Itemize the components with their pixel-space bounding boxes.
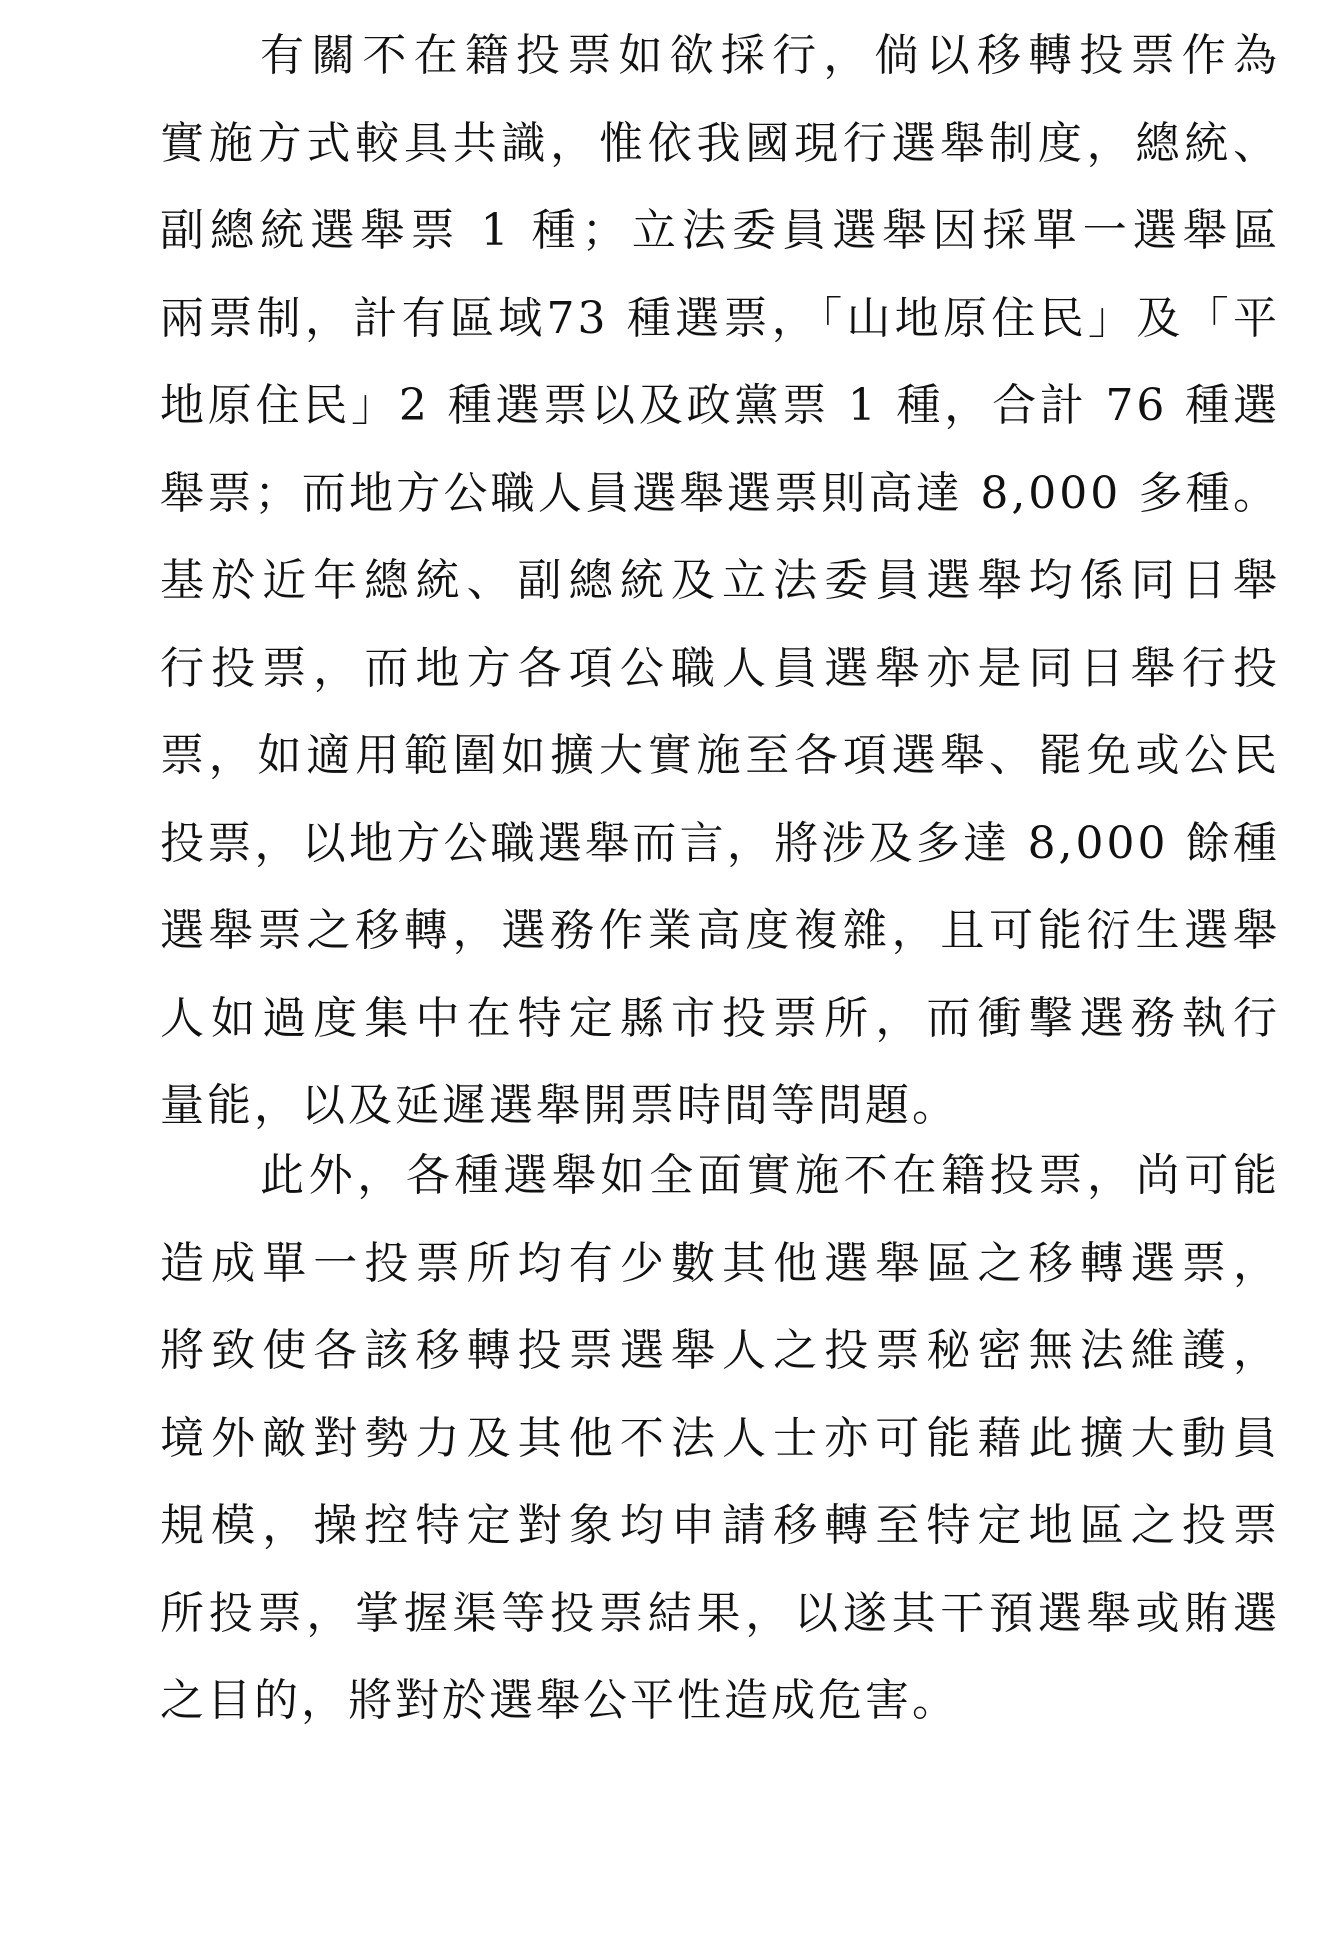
paragraph-line: 票，如適用範圍如擴大實施至各項選舉、罷免或公民 [160,730,1280,781]
paragraph-line: 境外敵對勢力及其他不法人士亦可能藉此擴大動員 [160,1412,1280,1464]
paragraph-line: 兩票制，計有區域73 種選票，「山地原住民」及「平 [160,292,1280,344]
paragraph-line: 行投票，而地方各項公職人員選舉亦是同日舉行投 [160,642,1280,694]
paragraph-line: 舉票；而地方公職人員選舉選票則高達 8,000 多種。 [160,467,1280,519]
paragraph-line: 造成單一投票所均有少數其他選舉區之移轉選票， [160,1237,1280,1289]
paragraph-line: 副總統選舉票 1 種；立法委員選舉因採單一選舉區 [160,205,1280,256]
paragraph-line: 地原住民」2 種選票以及政黨票 1 種，合計 76 種選 [160,380,1280,431]
paragraph-line: 有關不在籍投票如欲採行，倘以移轉投票作為 [260,30,1280,81]
paragraph-line: 量能，以及延遲選舉開票時間等問題。 [160,1080,959,1131]
paragraph-line: 基於近年總統、副總統及立法委員選舉均係同日舉 [160,555,1280,606]
paragraph-line: 此外，各種選舉如全面實施不在籍投票，尚可能 [260,1150,1280,1201]
paragraph-line: 實施方式較具共識，惟依我國現行選舉制度，總統、 [160,117,1280,169]
paragraph-line: 選舉票之移轉，選務作業高度複雜，且可能衍生選舉 [160,905,1280,956]
paragraph-line: 所投票，掌握渠等投票結果，以遂其干預選舉或賄選 [160,1587,1280,1639]
paragraph-line: 之目的，將對於選舉公平性造成危害。 [160,1675,959,1726]
paragraph-line: 將致使各該移轉投票選舉人之投票秘密無法維護， [160,1325,1280,1376]
paragraph-absentee-voting-background [160,12,1280,1150]
paragraph-secrecy-risk [160,1132,1280,1745]
paragraph-line: 規模，操控特定對象均申請移轉至特定地區之投票 [160,1500,1280,1551]
paragraph-line: 人如過度集中在特定縣市投票所，而衝擊選務執行 [160,992,1280,1044]
paragraph-line: 投票，以地方公職選舉而言，將涉及多達 8,000 餘種 [160,817,1280,869]
